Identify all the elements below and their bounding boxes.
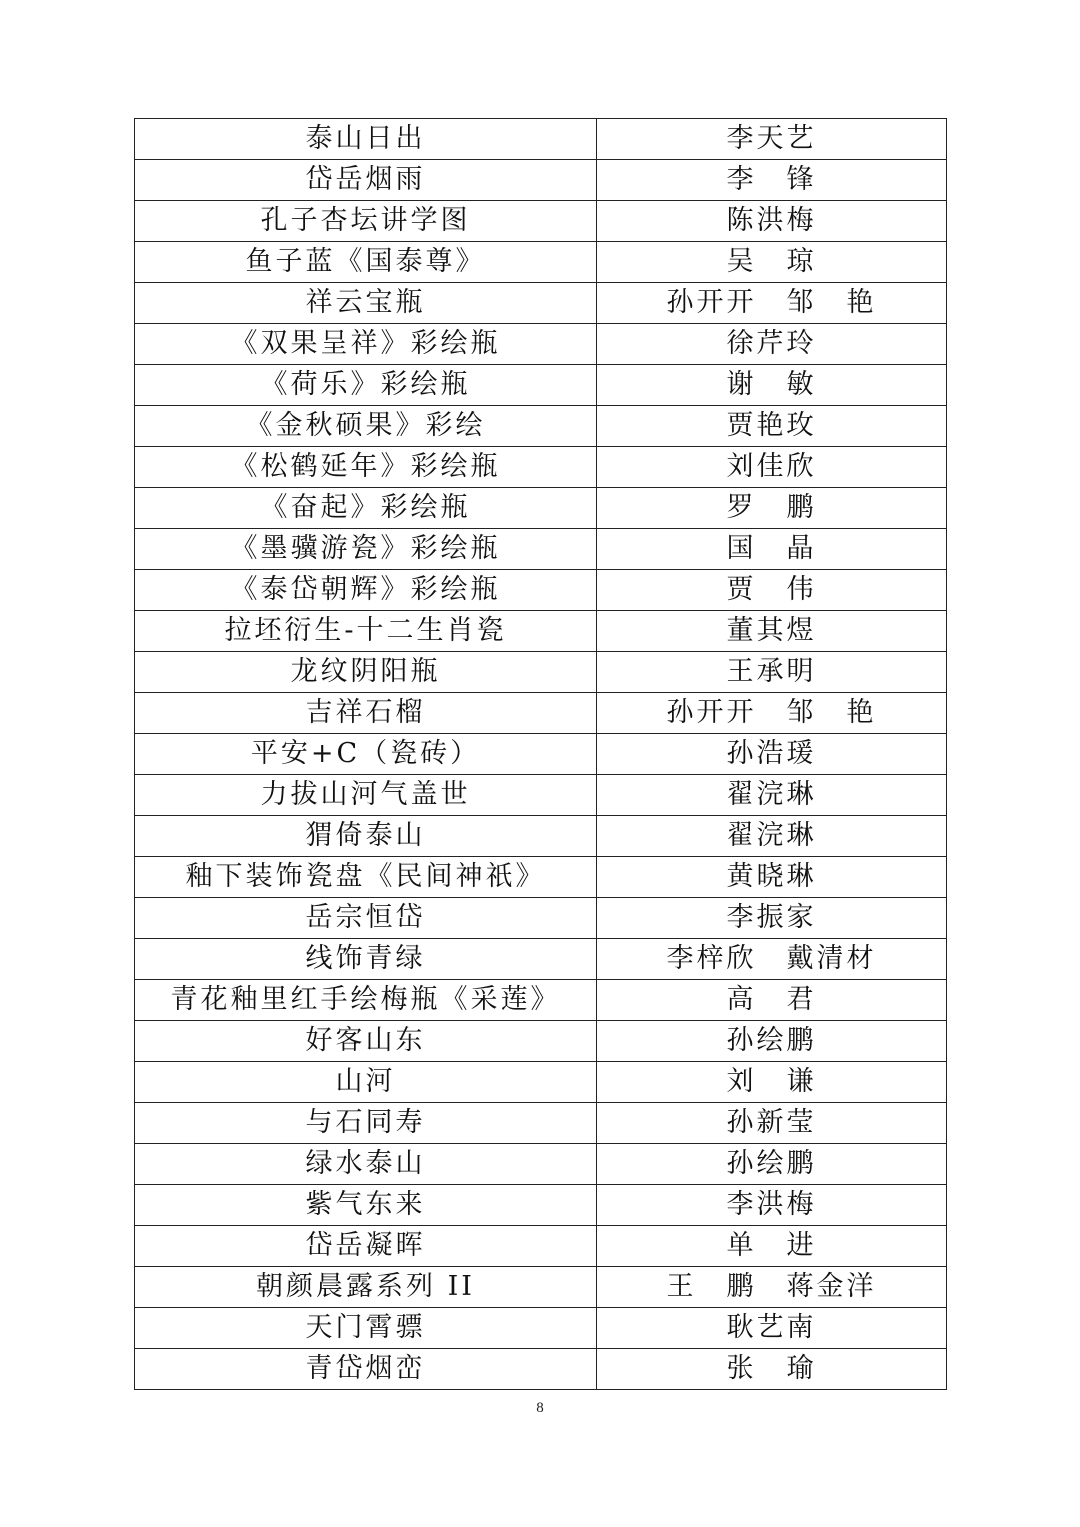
author-cell: 李 锋 [597,160,947,201]
work-title-cell: 岱岳烟雨 [135,160,597,201]
table-row [135,734,947,775]
table-row [135,201,947,242]
author-cell: 单 进 [597,1226,947,1267]
work-title-cell: 泰山日出 [135,119,597,160]
author-cell: 贾 伟 [597,570,947,611]
table-row [135,570,947,611]
author-cell: 孙绘鹏 [597,1144,947,1185]
work-title-cell: 绿水泰山 [135,1144,597,1185]
table-row [135,816,947,857]
author-cell: 孙开开 邹 艳 [597,283,947,324]
work-title-cell: 《墨骥游瓷》彩绘瓶 [135,529,597,570]
table-row [135,324,947,365]
table-row [135,775,947,816]
work-title-cell: 孔子杏坛讲学图 [135,201,597,242]
work-title-cell: 《奋起》彩绘瓶 [135,488,597,529]
author-cell: 李洪梅 [597,1185,947,1226]
author-cell: 李天艺 [597,119,947,160]
author-cell: 孙新莹 [597,1103,947,1144]
work-title-cell: 吉祥石榴 [135,693,597,734]
table-row [135,1349,947,1390]
work-title-cell: 岳宗恒岱 [135,898,597,939]
work-title-cell: 天门霄骠 [135,1308,597,1349]
work-title-cell: 青岱烟峦 [135,1349,597,1390]
author-cell: 翟浣琳 [597,775,947,816]
author-cell: 刘 谦 [597,1062,947,1103]
award-list-body [135,119,947,1390]
author-cell: 王承明 [597,652,947,693]
author-cell: 罗 鹏 [597,488,947,529]
work-title-cell: 好客山东 [135,1021,597,1062]
table-row [135,119,947,160]
work-title-cell: 《泰岱朝辉》彩绘瓶 [135,570,597,611]
author-cell: 孙浩瑗 [597,734,947,775]
table-row [135,1308,947,1349]
table-row [135,652,947,693]
author-cell: 陈洪梅 [597,201,947,242]
author-cell: 吴 琼 [597,242,947,283]
table-row [135,1226,947,1267]
work-title-cell: 釉下装饰瓷盘《民间神祇》 [135,857,597,898]
table-row [135,1185,947,1226]
work-title-cell: 鱼子蓝《国泰尊》 [135,242,597,283]
table-row [135,447,947,488]
award-list-table [134,118,947,1390]
work-title-cell: 力拔山河气盖世 [135,775,597,816]
work-title-cell: 《松鹤延年》彩绘瓶 [135,447,597,488]
work-title-cell: 龙纹阴阳瓶 [135,652,597,693]
table-row [135,1062,947,1103]
author-cell: 黄晓琳 [597,857,947,898]
author-cell: 高 君 [597,980,947,1021]
table-row [135,488,947,529]
table-row [135,898,947,939]
work-title-cell: 线饰青绿 [135,939,597,980]
work-title-cell: 《双果呈祥》彩绘瓶 [135,324,597,365]
author-cell: 贾艳玫 [597,406,947,447]
author-cell: 徐芹玲 [597,324,947,365]
table-row [135,857,947,898]
work-title-cell: 岱岳凝晖 [135,1226,597,1267]
work-title-cell: 祥云宝瓶 [135,283,597,324]
table-row [135,939,947,980]
work-title-cell: 山河 [135,1062,597,1103]
author-cell: 国 晶 [597,529,947,570]
table-row [135,406,947,447]
table-row [135,1103,947,1144]
table-row [135,980,947,1021]
table-row [135,365,947,406]
author-cell: 刘佳欣 [597,447,947,488]
table-row [135,242,947,283]
author-cell: 张 瑜 [597,1349,947,1390]
author-cell: 董其煜 [597,611,947,652]
author-cell: 谢 敏 [597,365,947,406]
page-number: 8 [536,1400,544,1416]
table-row [135,160,947,201]
work-title-cell: 《金秋硕果》彩绘 [135,406,597,447]
work-title-cell: 《荷乐》彩绘瓶 [135,365,597,406]
author-cell: 李振家 [597,898,947,939]
table-row [135,1021,947,1062]
author-cell: 耿艺南 [597,1308,947,1349]
table-row [135,611,947,652]
table-row [135,1144,947,1185]
author-cell: 孙绘鹏 [597,1021,947,1062]
table-row [135,1267,947,1308]
author-cell: 李梓欣 戴清材 [597,939,947,980]
work-title-cell: 拉坯衍生-十二生肖瓷 [135,611,597,652]
table-row [135,283,947,324]
work-title-cell: 平安+C（瓷砖） [135,734,597,775]
work-title-cell: 与石同寿 [135,1103,597,1144]
table-row [135,529,947,570]
author-cell: 翟浣琳 [597,816,947,857]
author-cell: 孙开开 邹 艳 [597,693,947,734]
work-title-cell: 朝颜晨露系列 II [135,1267,597,1308]
work-title-cell: 猬倚泰山 [135,816,597,857]
table-row [135,693,947,734]
work-title-cell: 青花釉里红手绘梅瓶《采莲》 [135,980,597,1021]
author-cell: 王 鹏 蒋金洋 [597,1267,947,1308]
work-title-cell: 紫气东来 [135,1185,597,1226]
